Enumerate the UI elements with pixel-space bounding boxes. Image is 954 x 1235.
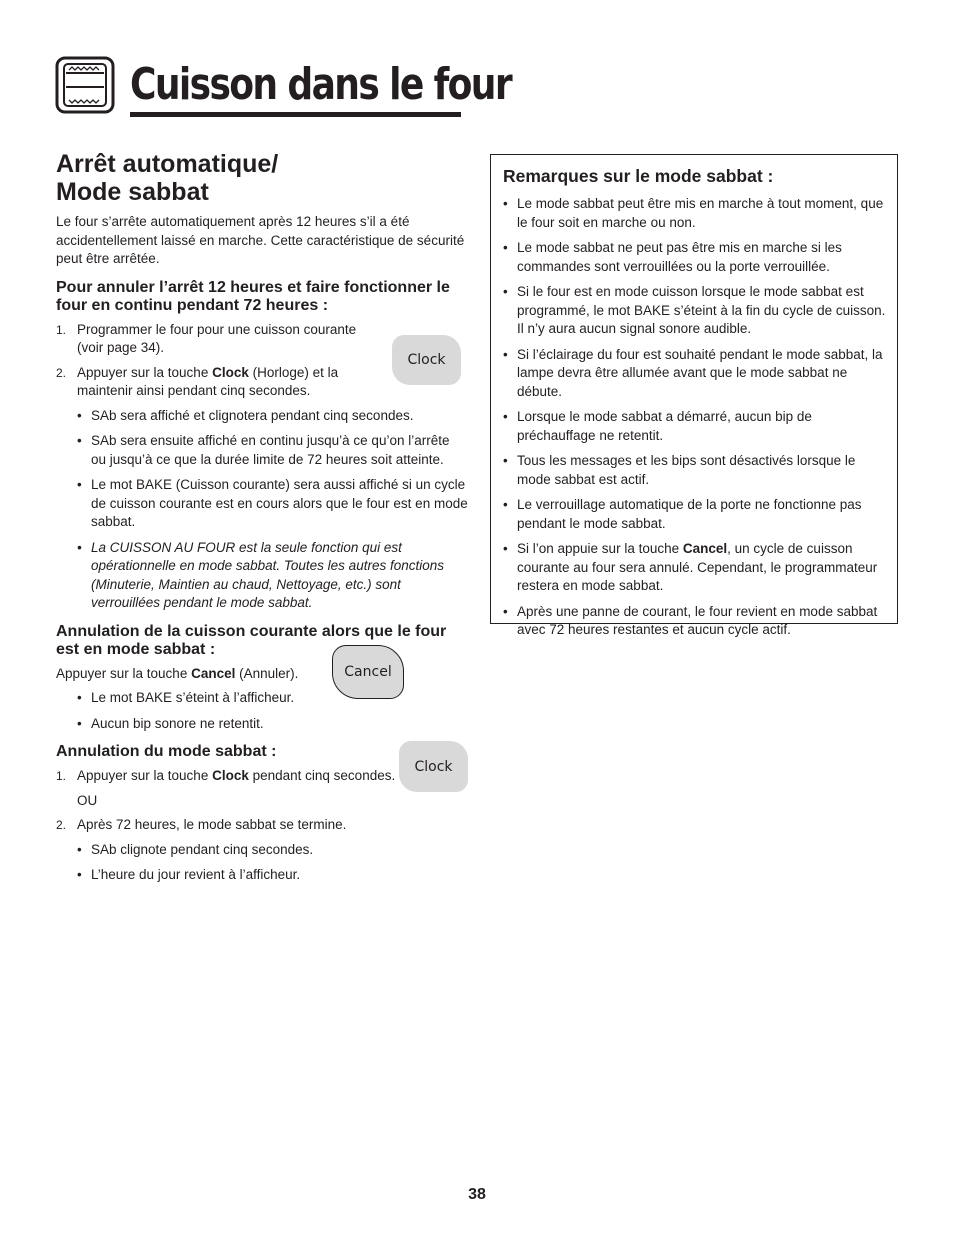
step-text-pre: Appuyer sur la touche xyxy=(77,768,213,783)
note-item: • Si le four est en mode cuisson lorsque le mode sabbat est programmé, le mot BAKE s’éteint à la fin du cycle de cuisson. Il n’y aura aucun signal sonore audible. xyxy=(503,283,887,339)
note-item: • Le verrouillage automatique de la porte ne fonctionne pas pendant le mode sabbat. xyxy=(503,496,887,533)
section-title xyxy=(56,150,468,206)
step-item xyxy=(56,321,377,358)
or-text: OU xyxy=(77,792,98,808)
note-item xyxy=(503,540,887,596)
bullet-item: • L’heure du jour revient à l’afficheur. xyxy=(56,866,468,885)
clock-key-illustration: Clock xyxy=(399,741,468,792)
step-text: Programmer le four pour une cuisson courante (voir page 34). xyxy=(77,321,357,355)
step-text-pre: Appuyer sur la touche xyxy=(77,364,213,380)
section-title-line1: Arrêt automatique/ xyxy=(56,150,279,178)
page-title: Cuisson dans le four xyxy=(130,59,511,110)
clock-key-illustration: Clock xyxy=(392,335,461,385)
intro-paragraph: Le four s’arrête automatiquement après 12 heures s’il a été accidentellement laissé en marche. Cette caractéristique de sécurité peut être arrêtée. xyxy=(56,214,465,266)
instruction-pre: Appuyer sur la touche xyxy=(56,665,192,681)
instruction-key-name: Cancel xyxy=(191,665,236,681)
bullet-item: • Le mot BAKE s’éteint à l’afficheur. xyxy=(56,689,468,708)
cancel-bake-heading: Annulation de la cuisson courante alors que le four est en mode sabbat : xyxy=(56,622,447,658)
notes-list xyxy=(503,195,887,640)
step-item xyxy=(56,364,377,401)
note-text-pre: Si l’on appuie sur la touche xyxy=(517,541,683,556)
note-item: • Tous les messages et les bips sont désactivés lorsque le mode sabbat est actif. xyxy=(503,452,887,489)
step-number: 2. xyxy=(56,818,67,832)
step-key-name: Clock xyxy=(212,768,249,783)
note-item: • Le mode sabbat peut être mis en marche à tout moment, que le four soit en marche ou non. xyxy=(503,195,887,232)
step-key-name: Clock xyxy=(212,364,249,380)
step-text-post: (Horloge) et la maintenir ainsi pendant cinq secondes. xyxy=(77,364,339,398)
step-number: 1. xyxy=(56,769,67,783)
section-title-line2: Mode sabbat xyxy=(56,178,209,206)
page-number: 38 xyxy=(468,1186,486,1203)
bullet-item: • Le mot BAKE (Cuisson courante) sera aussi affiché si un cycle de cuisson courante est en cours alors que le four est en mode sabbat. xyxy=(56,476,468,532)
note-item: • Après une panne de courant, le four revient en mode sabbat avec 72 heures restantes et aucun cycle actif. xyxy=(503,603,887,640)
note-key-name: Cancel xyxy=(682,541,728,556)
step-item xyxy=(56,816,468,835)
bullet-item: • SAb sera ensuite affiché en continu jusqu’à ce qu’on l’arrête ou jusqu’à ce que la durée limite de 72 heures soit atteinte. xyxy=(56,432,468,469)
step-text: Après 72 heures, le mode sabbat se termine. xyxy=(77,817,347,832)
cancel-bake-instruction xyxy=(56,665,468,684)
note-item: • Lorsque le mode sabbat a démarré, aucun bip de préchauffage ne retentit. xyxy=(503,408,887,445)
cancel-key-illustration: Cancel xyxy=(332,645,404,699)
cancel-12h-heading: Pour annuler l’arrêt 12 heures et faire fonctionner le four en continu pendant 72 heures : xyxy=(56,278,450,314)
bullet-item: • SAb sera affiché et clignotera pendant cinq secondes. xyxy=(56,407,468,426)
note-item: • Si l’éclairage du four est souhaité pendant le mode sabbat, la lampe devra être allumée avant que le mode sabbat ne débute. xyxy=(503,346,887,402)
sabbath-notes-box xyxy=(490,154,898,637)
note-item: • Le mode sabbat ne peut pas être mis en marche si les commandes sont verrouillées ou la porte verrouillée. xyxy=(503,239,887,276)
instruction-post: (Annuler). xyxy=(235,665,299,681)
notes-title: Remarques sur le mode sabbat : xyxy=(503,166,774,186)
cancel-bake-bullets xyxy=(56,689,468,733)
note-text-post: , un cycle de cuisson courante au four sera annulé. Cependant, le programmateur restera en mode sabbat. xyxy=(517,541,878,593)
bullet-item: • SAb clignote pendant cinq secondes. xyxy=(56,841,468,860)
cancel-sabbath-bullets xyxy=(56,841,468,885)
cancel-12h-bullets xyxy=(56,407,468,613)
bullet-item: • Aucun bip sonore ne retentit. xyxy=(56,715,468,734)
cancel-sabbath-heading: Annulation du mode sabbat : xyxy=(56,743,277,760)
bullet-item: • La CUISSON AU FOUR est la seule fonction qui est opérationnelle en mode sabbat. Toutes les autres fonctions (Minuterie, Maintien au chaud, Nettoyage, etc.) sont verrouillées pendant le mode sabbat. xyxy=(56,539,468,613)
step-number: 1. xyxy=(56,322,67,337)
title-rule xyxy=(130,112,461,117)
oven-icon xyxy=(55,56,115,114)
step-text-post: pendant cinq secondes. xyxy=(248,768,396,783)
step-number: 2. xyxy=(56,365,67,380)
